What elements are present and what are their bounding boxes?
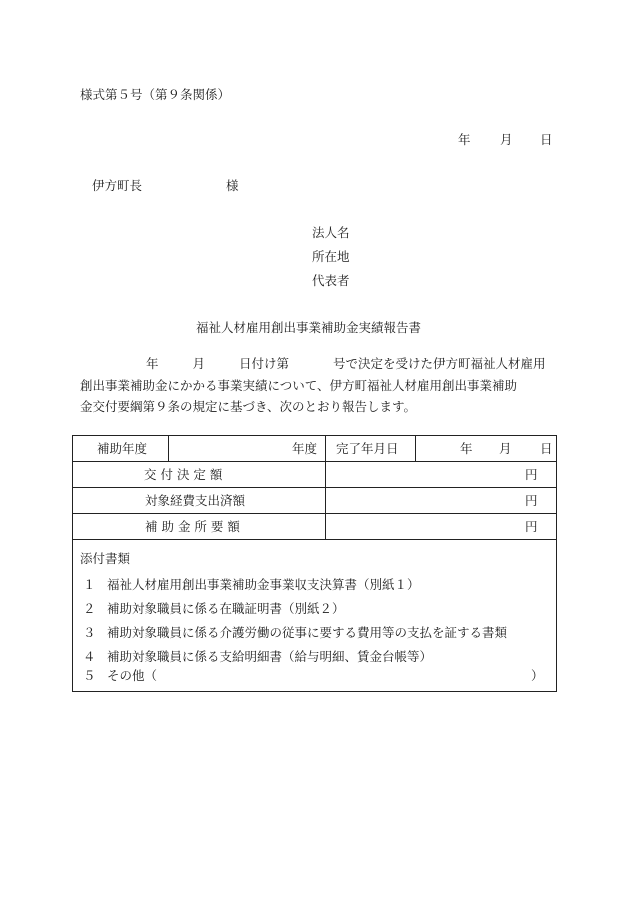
required-amount-yen: 円: [525, 519, 538, 534]
fiscal-year-unit: 年度: [292, 441, 318, 456]
attachment-item: 福祉人材雇用創出事業補助金事業収支決算書（別紙１）: [107, 577, 420, 592]
attachment-item: 補助対象職員に係る介護労働の従事に要する費用等の支払を証する書類: [107, 625, 508, 640]
date-day-label: 日: [540, 132, 553, 147]
attachments-heading: 添付書類: [80, 551, 131, 566]
corp-address-label: 所在地: [312, 249, 350, 264]
fiscal-year-label: 補助年度: [97, 441, 148, 456]
expense-yen: 円: [525, 493, 538, 508]
corp-name-label: 法人名: [312, 225, 350, 240]
required-amount-label: 補 助 金 所 要 額: [145, 519, 240, 534]
completion-day: 日: [540, 441, 553, 456]
expense-label: 対象経費支出済額: [145, 493, 246, 508]
body-month: 月: [192, 356, 206, 371]
grant-amount-yen: 円: [525, 467, 538, 482]
corp-representative-label: 代表者: [312, 273, 350, 288]
attachment-num: ３: [83, 625, 96, 640]
completion-date-label: 完了年月日: [336, 441, 399, 456]
date-year-label: 年: [458, 132, 471, 147]
table-row: [73, 514, 556, 540]
form-number: 様式第５号（第９条関係）: [80, 87, 231, 102]
body-year: 年: [146, 356, 159, 371]
date-month-label: 月: [500, 132, 513, 147]
attachment-item: 補助対象職員に係る在職証明書（別紙２）: [107, 601, 345, 616]
body-line-3: 金交付要綱第９条の規定に基づき、次のとおり報告します。: [80, 399, 417, 414]
completion-month: 月: [499, 441, 512, 456]
addressee-name: 伊方町長: [92, 178, 143, 193]
body-line-2: 創出事業補助金にかかる事業実績について、伊方町福祉人材雇用創出事業補助: [80, 377, 518, 393]
table-row: [73, 488, 556, 514]
body-dated: 日付け第: [239, 356, 290, 371]
attachments-section: [73, 540, 556, 691]
attachment-num: ５: [83, 668, 96, 683]
body-line-1: [80, 357, 556, 379]
grant-amount-label: 交 付 決 定 額: [144, 467, 223, 482]
attachment-item: 補助対象職員に係る支給明細書（給与明細、賃金台帳等）: [107, 649, 433, 664]
attachment-num: ２: [83, 601, 96, 616]
table-row: [73, 436, 556, 462]
addressee-honorific: 様: [226, 178, 239, 193]
document-title: 福祉人材雇用創出事業補助金実績報告書: [196, 320, 422, 335]
attachment-num: １: [83, 577, 96, 592]
completion-year: 年: [460, 441, 473, 456]
table-row: [73, 462, 556, 488]
attachment-other-close: ）: [531, 668, 544, 683]
body-rest: 号で決定を受けた伊方町福祉人材雇用: [333, 356, 546, 371]
attachment-item: その他（: [107, 668, 158, 683]
report-table: [72, 435, 557, 692]
attachment-num: ４: [83, 649, 96, 664]
body-text: [80, 357, 556, 422]
